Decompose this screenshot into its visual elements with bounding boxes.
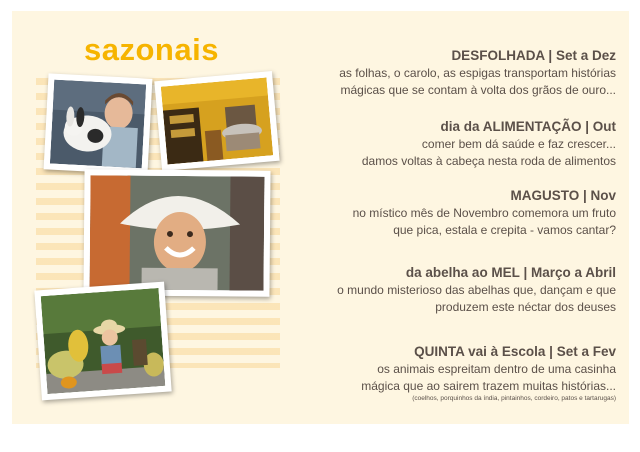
photo-child-with-rabbit [44,73,153,174]
event-description-line: as folhas, o carolo, as espigas transportam histórias [339,66,616,80]
event-description-line: no místico mês de Novembro comemora um fruto [352,206,616,220]
event-heading: MAGUSTO | Nov [510,188,616,203]
photo-room-interior [154,71,279,171]
event-heading: DESFOLHADA | Set a Dez [451,48,616,63]
page-title: sazonais [84,32,219,67]
event-heading: da abelha ao MEL | Março a Abril [405,265,616,280]
event-description-line: que pica, estala e crepita - vamos cantar? [393,222,616,237]
event-quinta-vai-a-escola [286,343,616,403]
event-heading: dia da ALIMENTAÇÃO | Out [440,119,616,134]
event-desfolhada [286,47,616,98]
photo-toddler-pumpkins [34,282,171,401]
event-description-line: comer bem dá saúde e faz crescer... [421,137,616,151]
event-description-line: produzem este néctar dos deuses [435,299,616,314]
event-abelha-ao-mel [286,264,616,315]
event-heading: QUINTA vai à Escola | Set a Fev [414,344,616,359]
event-description-line: damos voltas à cabeça nesta roda de alimentos [361,153,616,168]
photo-boy-beekeeper-hat [83,169,270,297]
event-dia-da-alimentacao [286,118,616,169]
event-magusto [286,187,616,238]
event-note: (coelhos, porquinhos da índia, pintainhos, cordeiro, patos e tartarugas) [412,395,616,402]
event-description-line: mágicas que se contam à volta dos grãos de ouro... [340,82,616,97]
event-description-line: os animais espreitam dentro de uma casinha [377,362,616,376]
event-description-line: o mundo misterioso das abelhas que, dançam e que [337,283,616,297]
event-description-line: mágica que ao sairem trazem muitas histórias... [361,378,616,393]
